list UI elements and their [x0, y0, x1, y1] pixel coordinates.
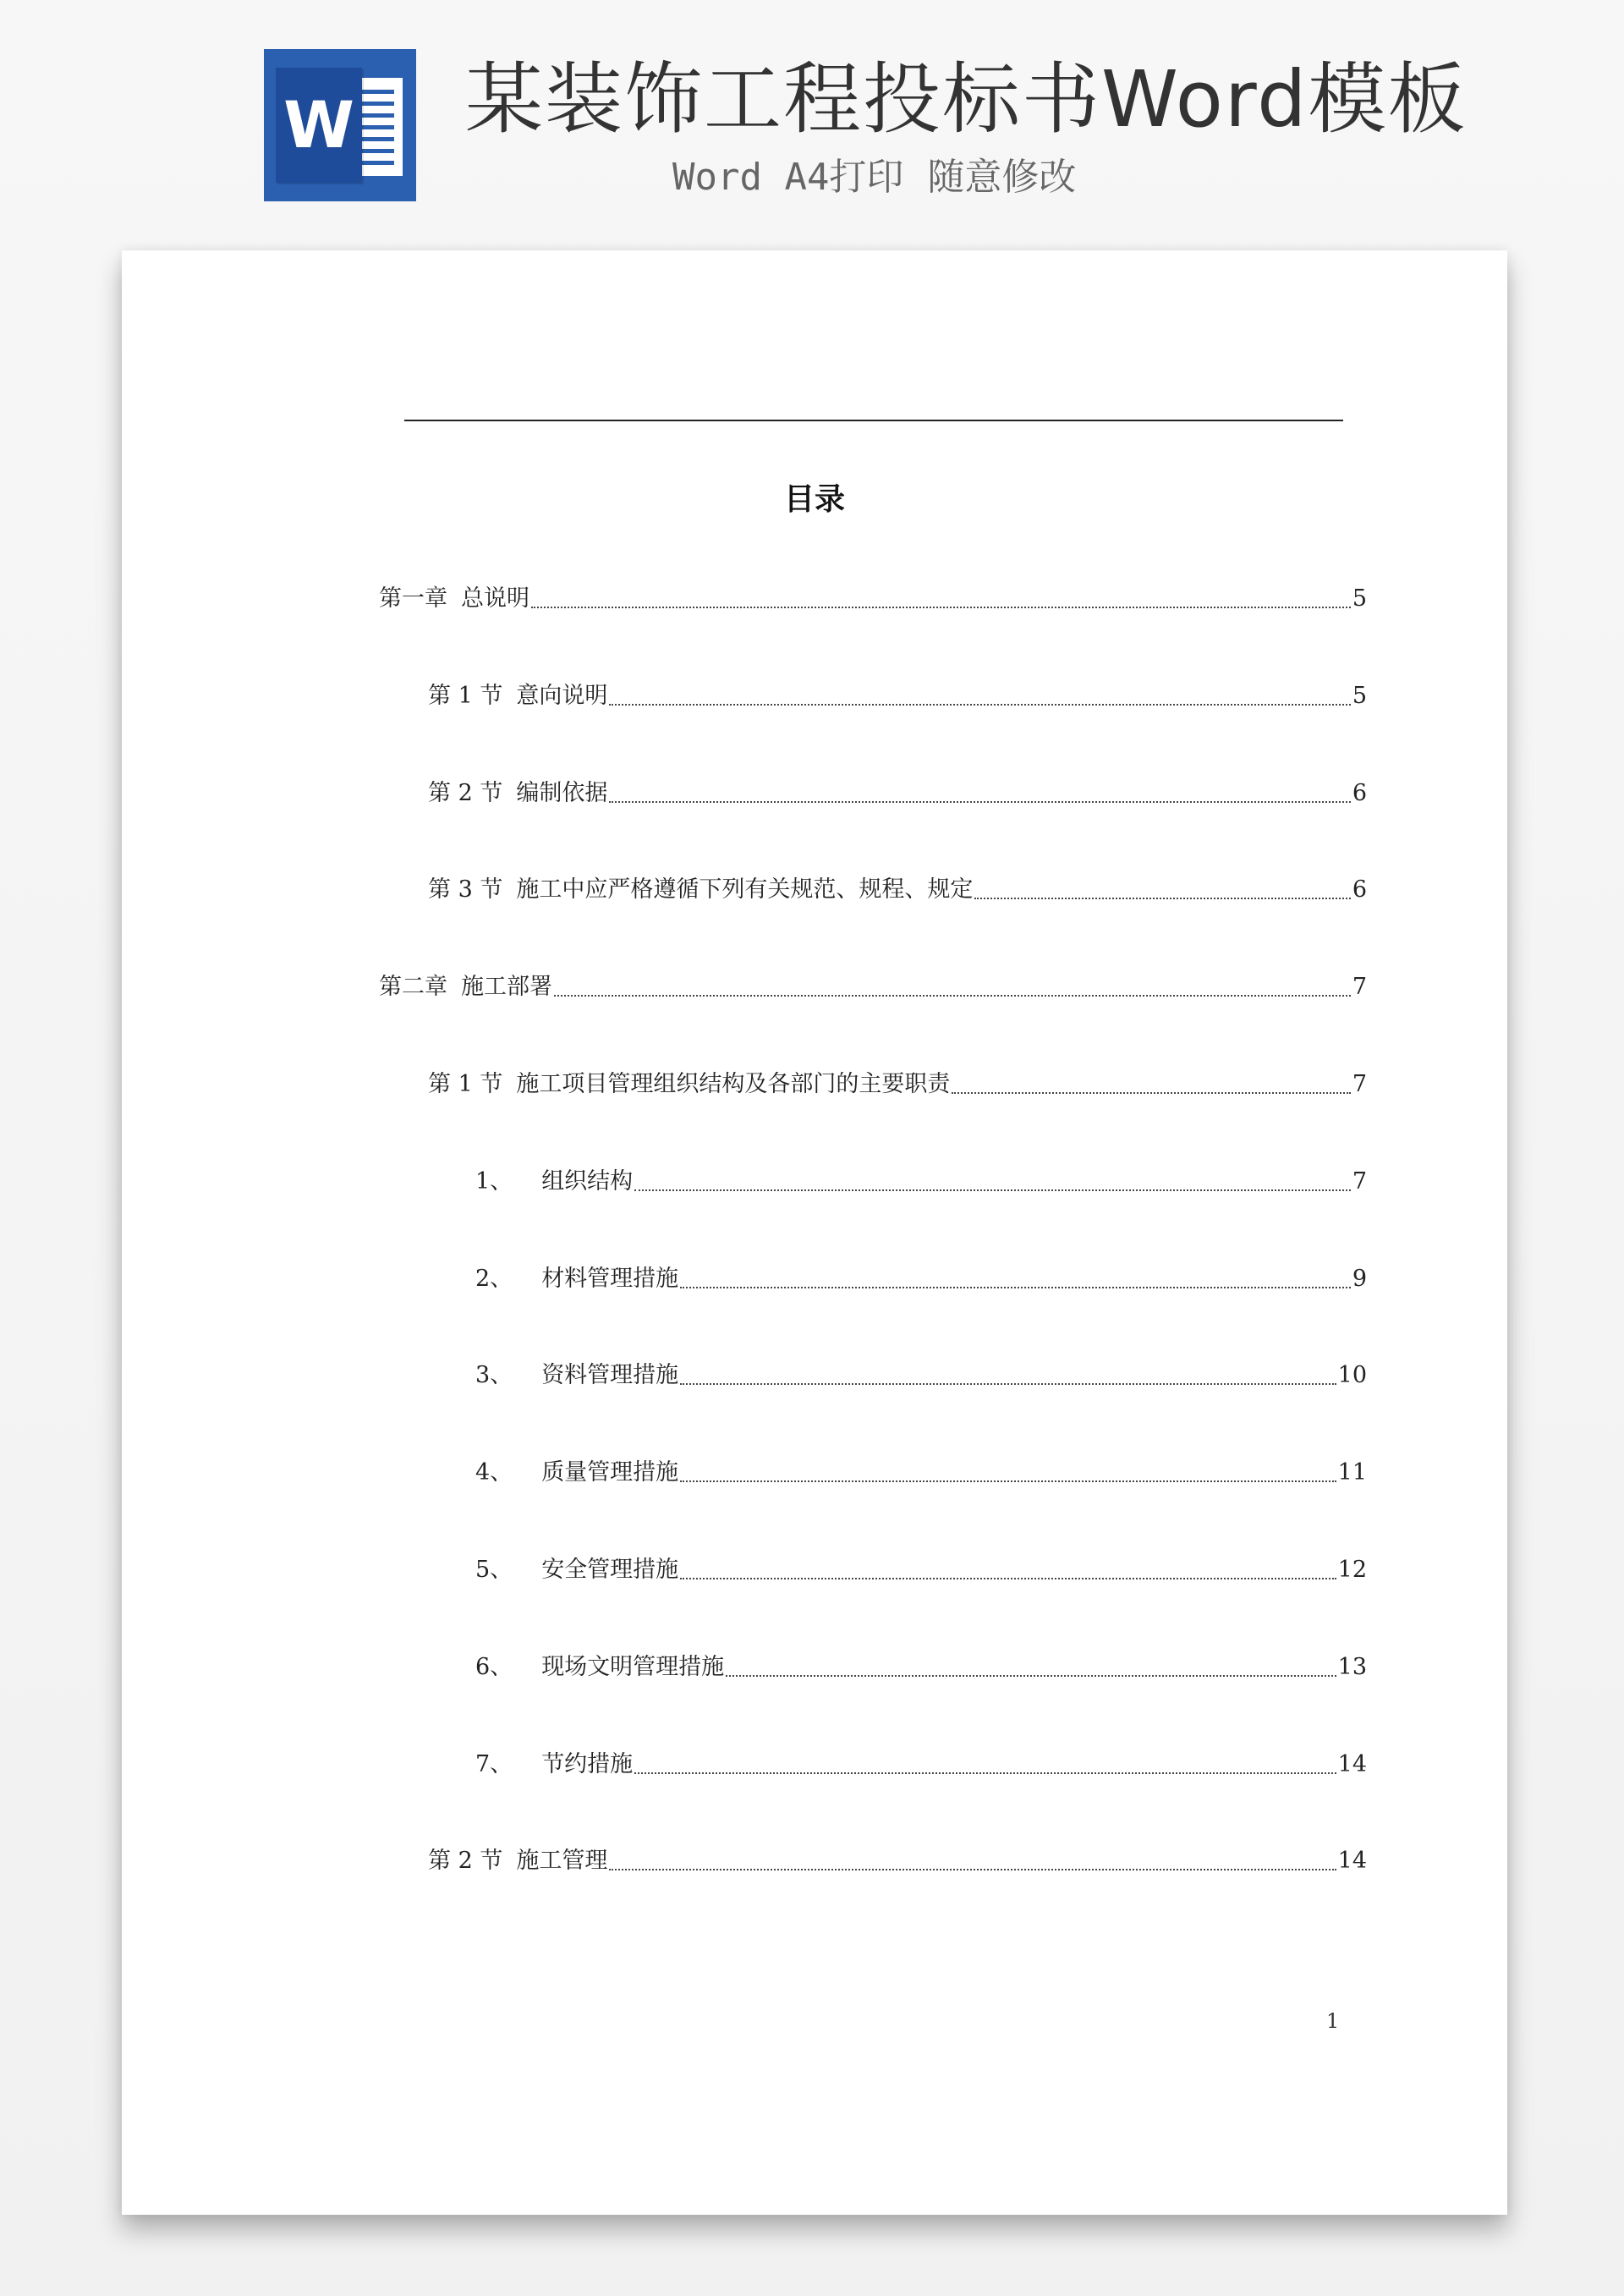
toc-entry-title: 施工中应严格遵循下列有关规范、规程、规定: [516, 876, 974, 903]
toc-entry-label: 第 2 节: [428, 1848, 503, 1874]
toc-entry-page: 12: [1337, 1557, 1367, 1583]
toc-entry-label: 2、: [475, 1266, 513, 1292]
toc-entry-title: 现场文明管理措施: [541, 1654, 725, 1680]
toc-entry-page: 11: [1337, 1459, 1367, 1486]
toc-entry-title: 编制依据: [516, 780, 608, 806]
toc-leader-dots: [634, 1772, 1336, 1774]
toc-entry-label: 5、: [475, 1557, 513, 1583]
toc-entry-page: 14: [1337, 1751, 1367, 1777]
toc-leader-dots: [609, 704, 1350, 706]
toc-entry-title: 意向说明: [516, 683, 608, 709]
toc-entry[interactable]: [428, 1844, 1367, 1878]
toc-entry-page: 5: [1352, 585, 1367, 612]
toc-entry-page: 9: [1352, 1266, 1367, 1292]
toc-entry-page: 7: [1352, 1071, 1367, 1097]
toc-entry[interactable]: [428, 1068, 1367, 1101]
toc-leader-dots: [609, 1869, 1336, 1870]
toc-entry[interactable]: [475, 1553, 1367, 1587]
toc-entry-page: 5: [1352, 683, 1367, 709]
toc-leader-dots: [680, 1287, 1351, 1288]
toc-leader-dots: [634, 1189, 1351, 1191]
toc-leader-dots: [609, 801, 1350, 803]
toc-entry-title: 组织结构: [541, 1168, 634, 1195]
toc-leader-dots: [680, 1578, 1336, 1579]
toc-entry-title: 总说明: [461, 585, 529, 612]
toc-entry-title: 施工项目管理组织结构及各部门的主要职责: [516, 1071, 951, 1097]
toc-leader-dots: [554, 995, 1351, 997]
toc-leader-dots: [680, 1480, 1336, 1482]
toc-entry-page: 14: [1337, 1848, 1367, 1874]
banner-subtitle-format: Word A4打印: [672, 156, 904, 199]
toc-entry-label: 4、: [475, 1459, 513, 1486]
toc-entry-title: 质量管理措施: [541, 1459, 679, 1486]
table-of-contents: [122, 250, 1507, 2215]
toc-leader-dots: [531, 607, 1351, 608]
toc-entry[interactable]: [475, 1456, 1367, 1490]
toc-entry-page: 7: [1352, 1168, 1367, 1195]
toc-entry-page: 13: [1337, 1654, 1367, 1680]
toc-entry[interactable]: [379, 970, 1367, 1004]
toc-entry-label: 第 2 节: [428, 780, 503, 806]
toc-entry[interactable]: [428, 777, 1367, 810]
toc-entry-label: 第一章: [379, 585, 447, 612]
toc-entry-title: 施工部署: [461, 974, 552, 1000]
toc-entry-label: 第 1 节: [428, 1071, 503, 1097]
toc-entry[interactable]: [379, 582, 1367, 616]
banner-title: 某装饰工程投标书Word模板: [465, 54, 1468, 145]
toc-entry-title: 安全管理措施: [541, 1557, 679, 1583]
page-number: 1: [1326, 2009, 1340, 2033]
toc-entry[interactable]: [475, 1651, 1367, 1684]
toc-entry-label: 第 3 节: [428, 876, 503, 903]
toc-entry-page: 6: [1352, 876, 1367, 903]
toc-entry[interactable]: [475, 1262, 1367, 1296]
toc-entry-label: 1、: [475, 1168, 513, 1195]
toc-leader-dots: [952, 1092, 1350, 1094]
toc-leader-dots: [726, 1675, 1336, 1677]
banner-subtitle: [672, 152, 1076, 203]
toc-entry[interactable]: [428, 873, 1367, 907]
toc-entry-label: 第二章: [379, 974, 447, 1000]
toc-entry[interactable]: [475, 1359, 1367, 1392]
word-icon-letter: W: [283, 87, 354, 162]
toc-entry[interactable]: [428, 679, 1367, 713]
toc-entry-label: 7、: [475, 1751, 513, 1777]
toc-entry-label: 6、: [475, 1654, 513, 1680]
document-page: [122, 250, 1507, 2215]
toc-entry[interactable]: [475, 1165, 1367, 1199]
toc-leader-dots: [974, 898, 1350, 899]
banner-subtitle-note: 随意修改: [927, 156, 1077, 199]
toc-entry-title: 施工管理: [516, 1848, 608, 1874]
toc-entry-title: 节约措施: [541, 1751, 634, 1777]
word-icon: [264, 49, 416, 201]
toc-entry-page: 7: [1352, 974, 1367, 1000]
toc-entry-page: 6: [1352, 780, 1367, 806]
toc-leader-dots: [680, 1383, 1336, 1385]
toc-entry-page: 10: [1337, 1362, 1367, 1388]
toc-entry-title: 资料管理措施: [541, 1362, 679, 1388]
toc-entry-label: 3、: [475, 1362, 513, 1388]
toc-title: 目录: [783, 481, 845, 517]
toc-entry[interactable]: [475, 1748, 1367, 1782]
toc-entry-title: 材料管理措施: [541, 1266, 679, 1292]
toc-entry-label: 第 1 节: [428, 683, 503, 709]
